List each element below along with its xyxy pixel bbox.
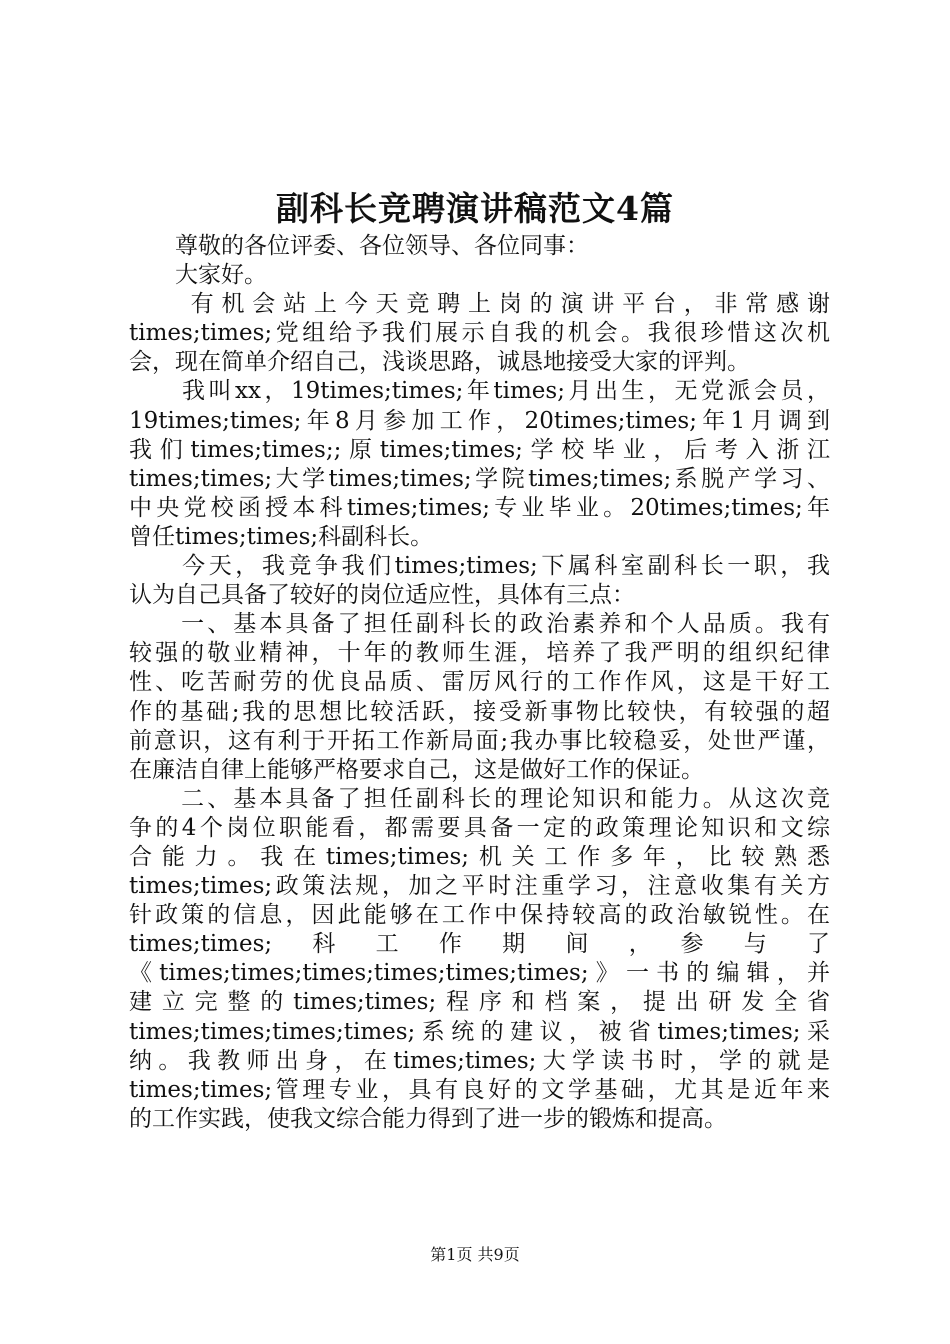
body-line: 会，现在简单介绍自己，浅谈思路，诚恳地接受大家的评判。 [129, 349, 750, 376]
body-line: 在廉洁自律上能够严格要求自己，这是做好工作的保证。 [129, 756, 704, 783]
body-line: 性、吃苦耐劳的优良品质、雷厉风行的工作作风，这是干好工 [129, 669, 830, 696]
body-line: 我叫xx，19times;times;年times;月出生，无党派会员， [129, 378, 830, 405]
page-number-footer: 第1页 共9页 [430, 1245, 520, 1264]
body-line: 纳。我教师出身，在times;times;大学读书时，学的就是 [129, 1047, 830, 1074]
body-line: times;times;政策法规，加之平时注重学习，注意收集有关方 [129, 873, 830, 900]
body-line: times;times;管理专业，具有良好的文学基础，尤其是近年来 [129, 1076, 830, 1103]
body-line: 作的基础;我的思想比较活跃，接受新事物比较快，有较强的超 [129, 698, 830, 725]
body-line: 大家好。 [129, 262, 267, 289]
body-line: 二、基本具备了担任副科长的理论知识和能力。从这次竞 [129, 785, 830, 812]
body-line: 中央党校函授本科times;times;专业毕业。20times;times;年 [129, 494, 830, 521]
document-body [129, 232, 830, 1134]
body-line: 一、基本具备了担任副科长的政治素养和个人品质。我有 [129, 611, 830, 638]
body-line: times;times; 科 工 作 期 间 ， 参 与 了 [129, 931, 830, 958]
body-line: 有机会站上今天竞聘上岗的演讲平台，非常感谢 [129, 291, 830, 318]
document-title: 副科长竞聘演讲稿范文4篇 [276, 189, 674, 228]
body-line: 较强的敬业精神，十年的教师生涯，培养了我严明的组织纪律 [129, 640, 830, 667]
body-line: 认为自己具备了较好的岗位适应性，具体有三点： [129, 582, 635, 609]
body-line: 19times;times;年8月参加工作，20times;times;年1月调到 [129, 407, 830, 434]
body-line: 的工作实践，使我文综合能力得到了进一步的锻炼和提高。 [129, 1105, 727, 1132]
body-line: 《times;times;times;times;times;times;》一书的编辑，并 [129, 960, 830, 987]
body-line: 建立完整的times;times;程序和档案，提出研发全省 [129, 989, 830, 1016]
body-line: 争的4个岗位职能看，都需要具备一定的政策理论知识和文综 [129, 814, 830, 841]
body-line: 今天，我竞争我们times;times;下属科室副科长一职，我 [129, 553, 830, 580]
body-line: 合能力。我在times;times;机关工作多年，比较熟悉 [129, 843, 830, 870]
body-line: 尊敬的各位评委、各位领导、各位同事： [129, 233, 589, 259]
body-line: 针政策的信息，因此能够在工作中保持较高的政治敏锐性。在 [129, 902, 830, 929]
body-line: 我们times;times;;原times;times;学校毕业，后考入浙江 [129, 436, 830, 463]
body-line: times;times;大学times;times;学院times;times;系脱产学习、 [129, 465, 830, 492]
body-line: 曾任times;times;科副科长。 [129, 523, 434, 550]
body-line: times;times;党组给予我们展示自我的机会。我很珍惜这次机 [129, 320, 830, 347]
body-line: times;times;times;times;系统的建议，被省times;times;采 [129, 1018, 830, 1045]
body-line: 前意识，这有利于开拓工作新局面;我办事比较稳妥，处世严谨， [129, 727, 830, 754]
